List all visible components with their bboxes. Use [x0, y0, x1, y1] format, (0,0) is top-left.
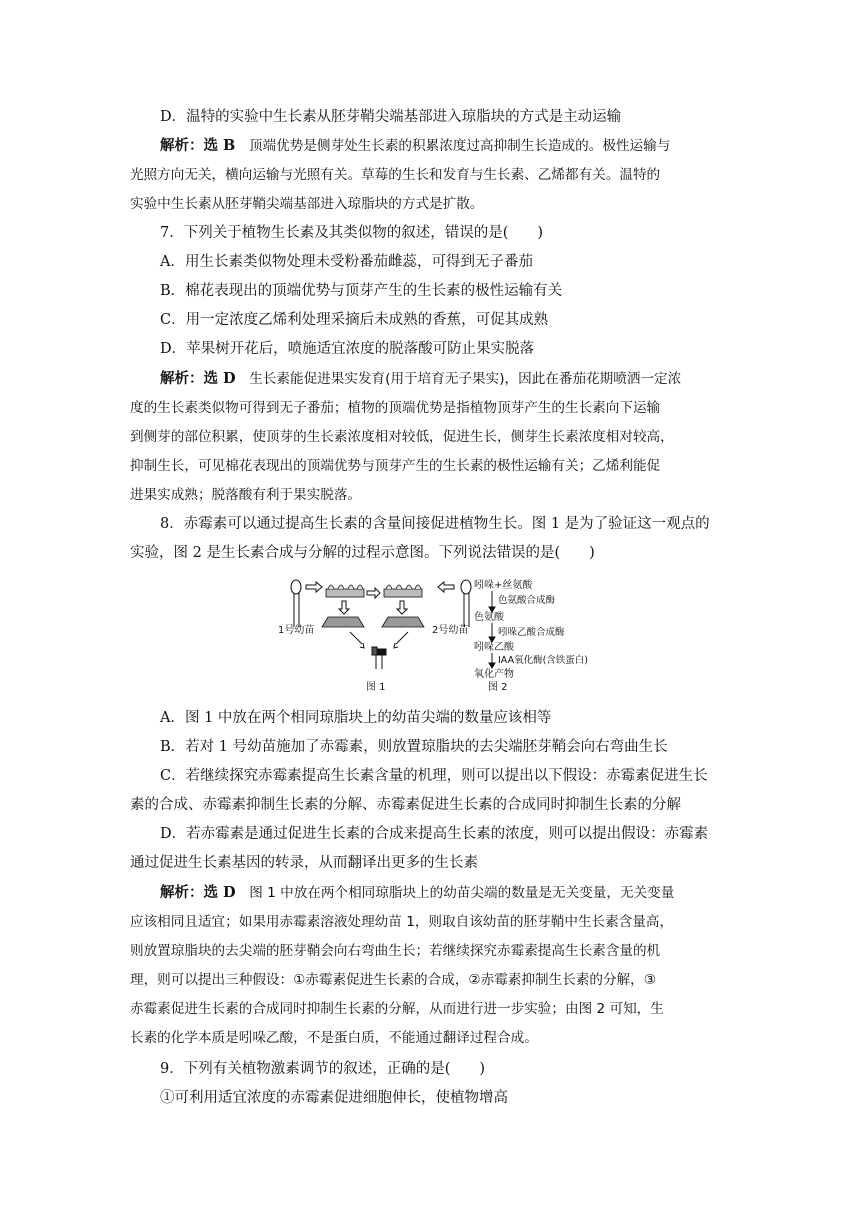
text-line	[160, 223, 760, 243]
line-text: 抑制生长，可见棉花表现出的顶端优势与顶芽产生的生长素的极性运输有关；乙烯利能促	[130, 458, 661, 474]
seedling-2-label: 2号幼苗	[432, 625, 469, 636]
arrow-down-icon	[339, 601, 407, 614]
text-line	[130, 941, 730, 961]
line-text: 7．下列关于植物生长素及其类似物的叙述，错误的是( )	[160, 225, 544, 241]
text-line	[130, 999, 730, 1019]
text-line	[160, 252, 760, 272]
line-text: 赤霉素促进生长素的合成同时抑制生长素的分解，从而进行进一步实验；由图 2 可知，生	[130, 1001, 664, 1017]
arrow-right-icon	[367, 588, 380, 598]
text-line	[160, 1059, 760, 1079]
text-line	[160, 766, 760, 786]
line-text: 度的生长素类似物可得到无子番茄；植物的顶端优势是指植物顶芽产生的生长素向下运输	[130, 400, 661, 416]
text-line	[160, 310, 760, 330]
line-text: 9．下列有关植物激素调节的叙述，正确的是( )	[160, 1061, 486, 1077]
line-text: 8．赤霉素可以通过提高生长素的含量间接促进植物生长。图 1 是为了验证这一观点的	[160, 516, 710, 532]
substance-4: 氧化产物	[474, 669, 514, 680]
line-text: 进果实成熟；脱落酸有利于果实脱落。	[130, 487, 362, 503]
substance-1: 吲哚+丝氨酸	[474, 580, 533, 591]
arrow-right-icon	[306, 582, 322, 592]
text-line	[130, 165, 730, 185]
line-text: D．苹果树开花后，喷施适宜浓度的脱落酸可防止果实脱落	[160, 341, 535, 357]
agar-block-right	[384, 585, 422, 597]
line-text: 长素的化学本质是吲哚乙酸，不是蛋白质，不能通过翻译过程合成。	[130, 1030, 538, 1046]
text-line	[160, 1088, 760, 1108]
text-line	[160, 107, 760, 127]
text-line	[160, 708, 760, 728]
line-text: B．若对 1 号幼苗施加了赤霉素，则放置琼脂块的去尖端胚芽鞘会向右弯曲生长	[160, 739, 668, 755]
text-line	[160, 737, 760, 757]
text-line	[130, 398, 730, 418]
text-line	[160, 369, 760, 389]
experiment-figure	[276, 577, 616, 697]
line-text: D．温特的实验中生长素从胚芽鞘尖端基部进入琼脂块的方式是主动运输	[160, 109, 622, 125]
enzyme-3: IAA氧化酶(含铁蛋白)	[498, 655, 588, 666]
text-line	[130, 485, 730, 505]
process-arrow-icon	[489, 591, 495, 668]
line-text: 通过促进生长素基因的转录，从而翻译出更多的生长素	[130, 855, 478, 871]
line-text: 生长素能促进果实发育(用于培育无子果实)，因此在番茄花期喷洒一定浓	[235, 371, 682, 387]
line-text: 实验中生长素从胚芽鞘尖端基部进入琼脂块的方式是扩散。	[130, 196, 484, 212]
line-text: A．用生长素类似物处理未受粉番茄雌蕊，可得到无子番茄	[160, 254, 533, 270]
line-text: 到侧芽的部位积累，使顶芽的生长素浓度相对较低，促进生长，侧芽生长素浓度相对较高，	[130, 429, 674, 445]
text-line	[160, 514, 760, 534]
line-text: B．棉花表现出的顶端优势与顶芽产生的生长素的极性运输有关	[160, 283, 563, 299]
line-text: D．若赤霉素是通过促进生长素的合成来提高生长素的浓度，则可以提出假设：赤霉素	[160, 826, 709, 842]
text-line	[130, 912, 730, 932]
text-line	[160, 824, 760, 844]
text-line	[130, 1028, 730, 1048]
arrow-left-icon	[438, 582, 454, 592]
text-line	[130, 795, 730, 815]
line-text: 素的合成、赤霉素抑制生长素的分解、赤霉素促进生长素的合成同时抑制生长素的分解	[130, 797, 681, 813]
line-text: A．图 1 中放在两个相同琼脂块上的幼苗尖端的数量应该相等	[160, 710, 552, 726]
substance-2: 色氨酸	[474, 612, 504, 623]
text-line	[130, 427, 730, 447]
coleoptile-icon	[372, 647, 386, 669]
arrow-diagonal-icon	[350, 632, 408, 648]
line-text: C．若继续探究赤霉素提高生长素含量的机理，则可以提出以下假设：赤霉素促进生长	[160, 768, 708, 784]
text-line	[160, 281, 760, 301]
line-text: 则放置琼脂块的去尖端的胚芽鞘会向右弯曲生长；若继续探究赤霉素提高生长素含量的机	[130, 943, 661, 959]
line-text: 光照方向无关，横向运输与光照有关。草莓的生长和发育与生长素、乙烯都有关。温特的	[130, 167, 661, 183]
text-line	[130, 456, 730, 476]
seedling-2-icon	[461, 580, 471, 627]
line-text: C．用一定浓度乙烯利处理采摘后未成熟的香蕉，可促其成熟	[160, 312, 549, 328]
text-line	[130, 194, 730, 214]
figure-1-caption: 图 1	[366, 682, 386, 693]
agar-block-left	[326, 585, 364, 597]
line-text: 应该相同且适宜；如果用赤霉素溶液处理幼苗 1，则取自该幼苗的胚芽鞘中生长素含量高，	[130, 914, 674, 930]
answer-label: 解析：选 B	[160, 137, 236, 154]
answer-label: 解析：选 D	[160, 884, 236, 901]
line-text: 理，则可以提出三种假设：①赤霉素促进生长素的合成，②赤霉素抑制生长素的分解，③	[130, 972, 656, 988]
agar-block-lower-left	[322, 617, 364, 627]
text-line	[130, 853, 730, 873]
figure-1	[278, 580, 471, 693]
text-line	[160, 339, 760, 359]
enzyme-2: 吲哚乙酸合成酶	[498, 627, 565, 638]
enzyme-1: 色氨酸合成酶	[498, 595, 556, 606]
figure-2-caption: 图 2	[488, 682, 508, 693]
line-text: 实验，图 2 是生长素合成与分解的过程示意图。下列说法错误的是( )	[130, 545, 595, 561]
text-line	[130, 543, 730, 563]
substance-3: 吲哚乙酸	[474, 642, 514, 653]
line-text: 顶端优势是侧芽处生长素的积累浓度过高抑制生长造成的。极性运输与	[235, 138, 671, 154]
text-line	[160, 136, 760, 156]
text-line	[130, 970, 730, 990]
seedling-1-label: 1号幼苗	[278, 625, 315, 636]
line-text: 图 1 中放在两个相同琼脂块上的幼苗尖端的数量是无关变量，无关变量	[235, 885, 675, 901]
answer-label: 解析：选 D	[160, 370, 236, 387]
seedling-1-icon	[291, 580, 301, 627]
agar-block-lower-right	[382, 617, 424, 627]
figure-2	[474, 578, 588, 693]
line-text: ①可利用适宜浓度的赤霉素促进细胞伸长，使植物增高	[160, 1090, 508, 1106]
text-line	[160, 883, 760, 903]
